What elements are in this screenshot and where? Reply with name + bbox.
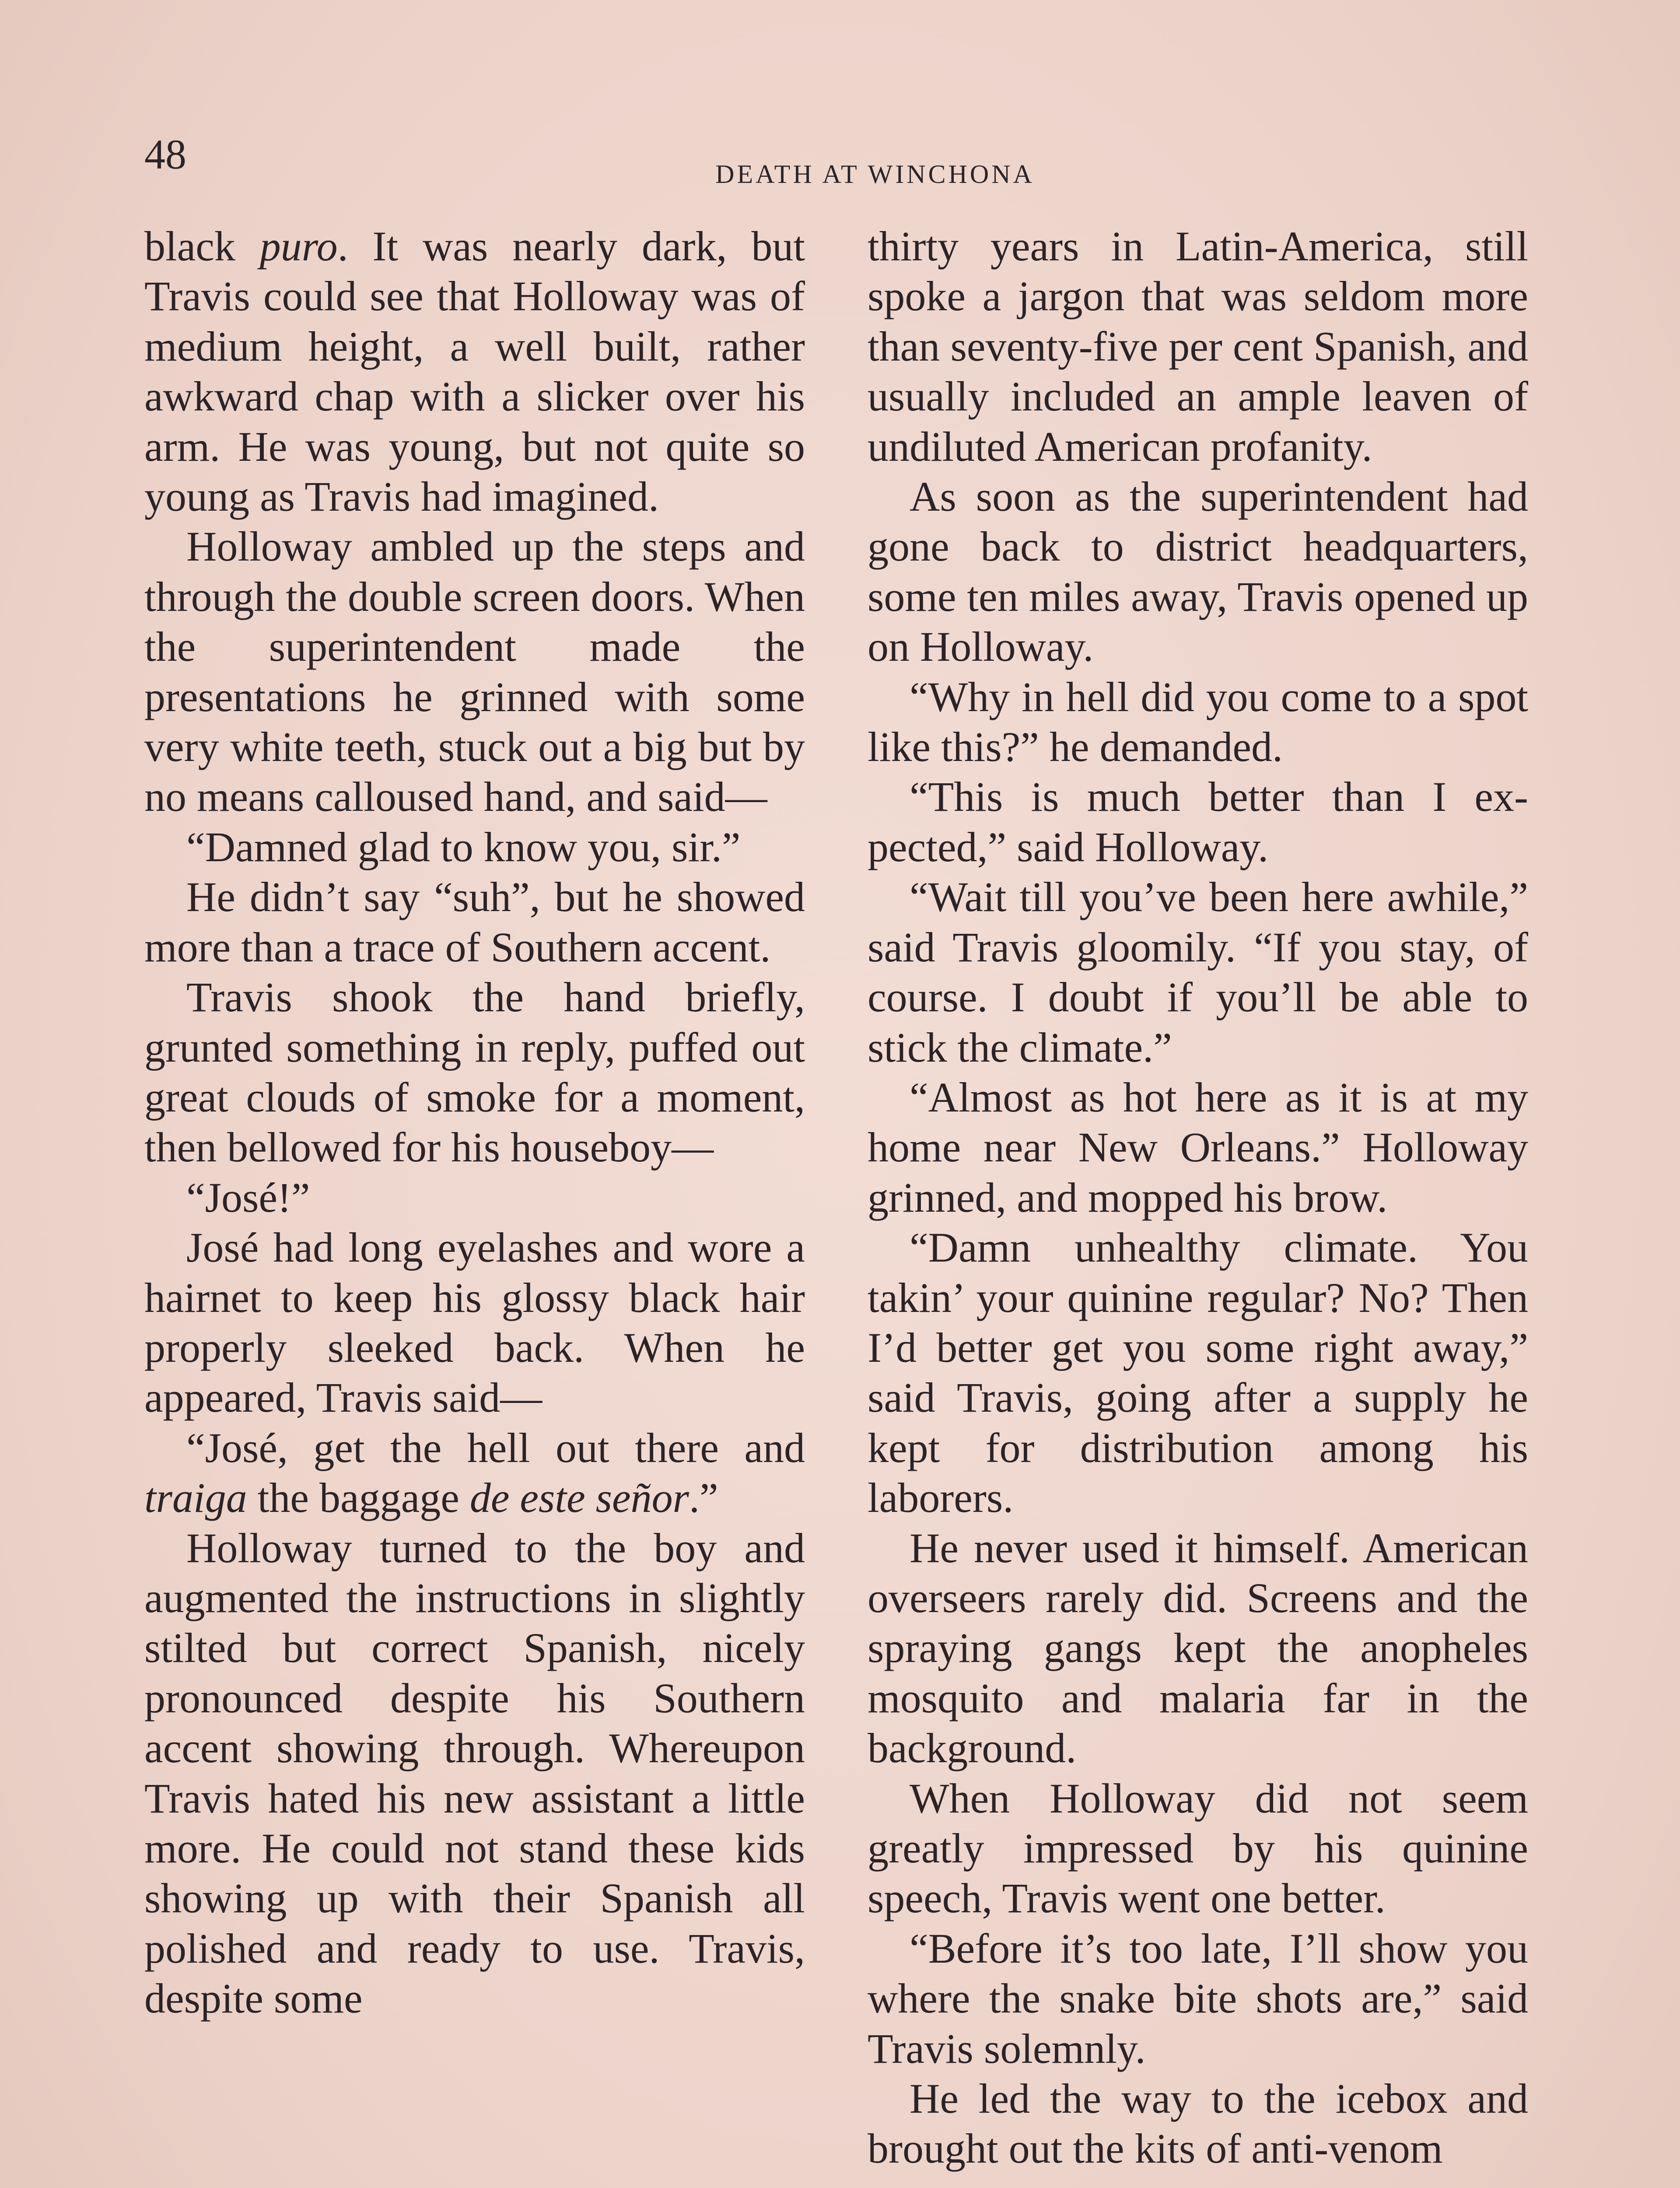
paragraph: “Almost as hot here as it is at my home near New Orleans.” Holloway grinned, and mopped his brow. — [868, 1073, 1528, 1221]
paragraph: He didn’t say “suh”, but he showed more than a trace of Southern accent. — [144, 873, 805, 971]
running-title: DEATH AT WINCHONA — [715, 160, 1035, 189]
italic-phrase: de este señor — [469, 1474, 689, 1522]
paragraph: “Wait till you’ve been here awhile,” said Travis gloomily. “If you stay, of course. I doubt if you’ll be able to stick the climate.” — [868, 873, 1528, 1071]
left-column — [144, 221, 805, 2024]
paragraph: “Damn unhealthy climate. You takin’ your quinine regular? No? Then I’d better get you some right away,” said Travis, going after a supply he kept for distribution among his laborers. — [868, 1224, 1528, 1522]
paragraph: Travis shook the hand briefly, grunted something in reply, puffed out great clouds of smoke for a moment, then bellowed for his houseboy— — [144, 974, 805, 1171]
paragraph: thirty years in Latin-America, still spoke a jargon that was seldom more than seventy-five per cent Spanish, and usually included an ample leaven of undiluted American profanity. — [868, 223, 1528, 470]
paragraph: “Before it’s too late, I’ll show you where the snake bite shots are,” said Travis solemnly. — [868, 1925, 1528, 2072]
paragraph: As soon as the superintendent had gone back to district headquarters, some ten miles away, Travis opened up on Holloway. — [868, 473, 1528, 670]
paragraph: When Holloway did not seem greatly impressed by his quinine speech, Travis went one better. — [868, 1774, 1528, 1922]
paragraph: “José, get the hell out there and traiga the baggage de este señor.” — [144, 1424, 805, 1522]
paragraph: “Damned glad to know you, sir.” — [186, 823, 741, 870]
paragraph: Holloway ambled up the steps and through the double screen doors. When the superintendent made the presentations he grinned with some very white teeth, stuck out a big but by no means calloused hand, and said— — [144, 523, 805, 820]
italic-word: traiga — [144, 1474, 247, 1522]
page-number: 48 — [144, 131, 186, 178]
italic-word: puro — [259, 223, 338, 270]
paragraph: “José!” — [186, 1174, 310, 1221]
paragraph: Holloway turned to the boy and augmented the instructions in slightly stilted but correct Spanish, nicely pronounced despite his Southern accent showing through. Whereupon Travis hated his new assistant a little more. He could not stand these kids showing up with their Spanish all polished and ready to use. Travis, despite some — [144, 1524, 805, 2022]
paragraph: José had long eyelashes and wore a hairnet to keep his glossy black hair properly sleeked back. When he appeared, Travis said— — [144, 1224, 805, 1421]
paragraph: “Why in hell did you come to a spot like this?” he demanded. — [868, 673, 1528, 771]
paragraph: “This is much better than I expected,” said Holloway. — [868, 773, 1528, 870]
paragraph: He led the way to the icebox and brought out the kits of anti-venom — [868, 2075, 1528, 2172]
paragraph: black puro. It was nearly dark, but Travis could see that Holloway was of medium height, a well built, rather awkward chap with a slicker over his arm. He was young, but not quite so young as Travis had imagined. — [144, 223, 805, 520]
paragraph: He never used it himself. American overseers rarely did. Screens and the spraying gangs kept the anopheles mosquito and malaria far in the background. — [868, 1524, 1528, 1772]
right-column — [868, 221, 1528, 2174]
